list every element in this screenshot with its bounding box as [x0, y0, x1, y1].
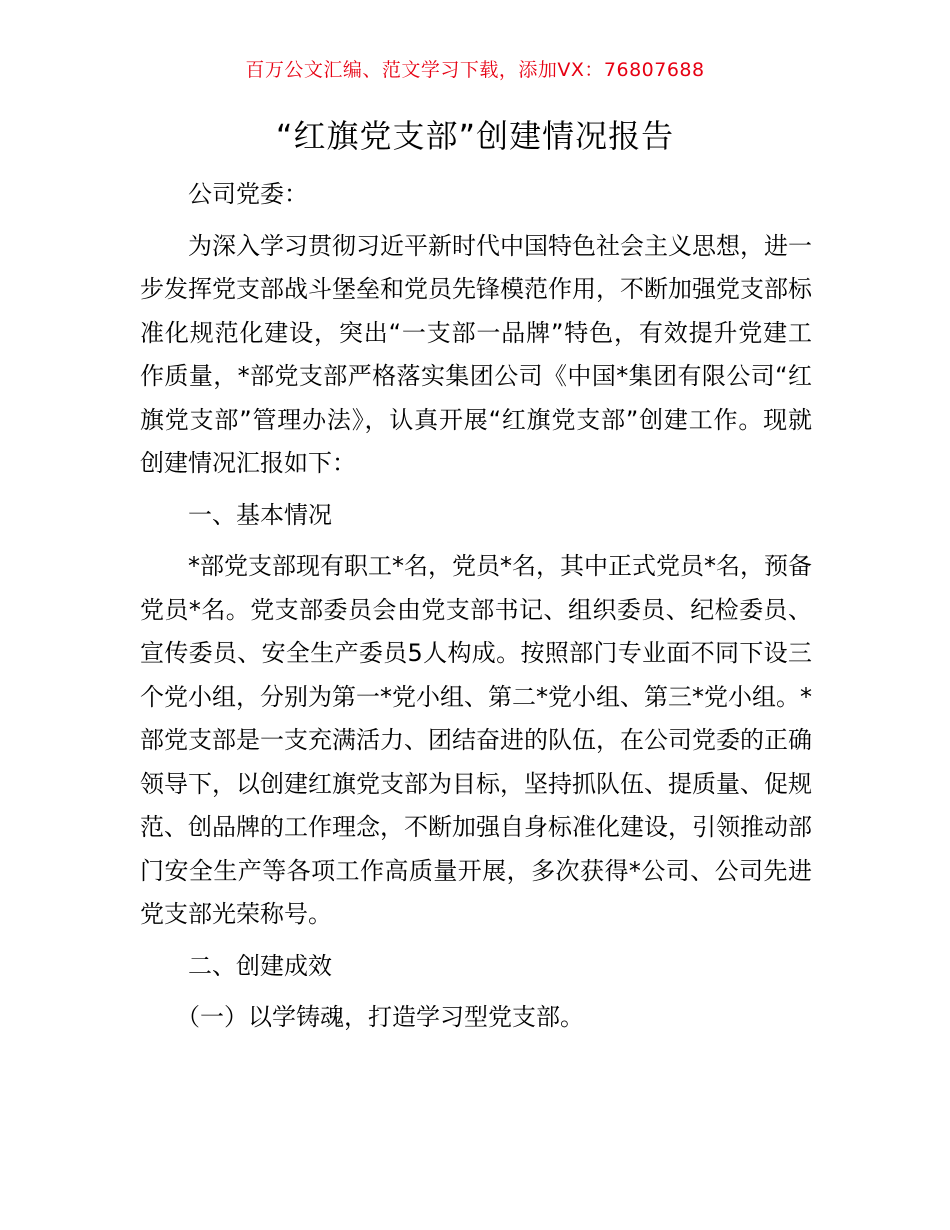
header-watermark-note: 百万公文汇编、范文学习下载，添加VX：76807688 — [245, 59, 705, 81]
intro-paragraph: 为深入学习贯彻习近平新时代中国特色社会主义思想，进一步发挥党支部战斗堡垒和党员先锋模范作用，不断加强党支部标准化规范化建设，突出“一支部一品牌”特色，有效提升党建工作质量，*部党支部严格落实集团公司《中国*集团有限公司“红旗党支部”管理办法》，认真开展“红旗党支部”创建工作。现就创建情况汇报如下： — [140, 231, 812, 477]
section-heading-achievements: 二、创建成效 — [188, 951, 332, 980]
basic-situation-paragraph: *部党支部现有职工*名，党员*名，其中正式党员*名，预备党员*名。党支部委员会由党支部书记、组织委员、纪检委员、宣传委员、安全生产委员5人构成。按照部门专业面不同下设三个党小组，分别为第一*党小组、第二*党小组、第三*党小组。*部党支部是一支充满活力、团结奋进的队伍，在公司党委的正确领导下，以创建红旗党支部为目标，坚持抓队伍、提质量、促规范、创品牌的工作理念，不断加强自身标准化建设，引领推动部门安全生产等各项工作高质量开展，多次获得*公司、公司先进党支部光荣称号。 — [140, 552, 812, 928]
subsection-heading-learning: （一）以学铸魂，打造学习型党支部。 — [176, 1003, 584, 1031]
document-title: “红旗党支部”创建情况报告 — [275, 117, 675, 155]
salutation: 公司党委： — [188, 180, 308, 208]
document-body — [140, 173, 812, 1040]
section-heading-basic-situation: 一、基本情况 — [188, 500, 332, 529]
